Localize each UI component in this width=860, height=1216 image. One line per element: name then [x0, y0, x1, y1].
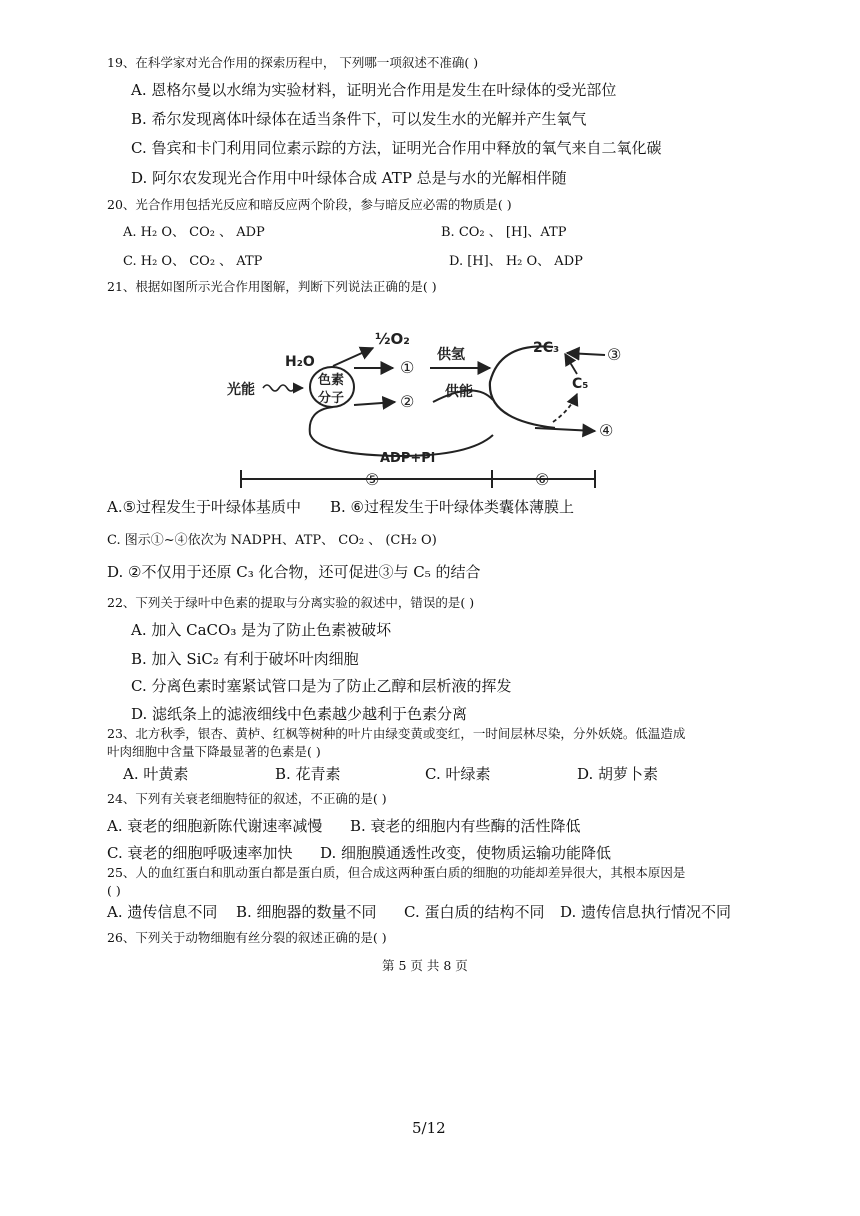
regeneration-dashed-arrow: [553, 394, 577, 422]
label-2: ②: [400, 392, 415, 411]
page-number: 5/12: [412, 1119, 446, 1137]
q23-stem-line2: 叶肉细胞中含量下降最显著的色素是( ): [107, 744, 321, 759]
light-energy-label: 光能: [227, 382, 255, 398]
q25-option-c: C. 蛋白质的结构不同: [404, 903, 545, 921]
label-1: ①: [400, 358, 415, 377]
q21-stem: 21、根据如图所示光合作用图解，判断下列说法正确的是( ): [107, 279, 437, 294]
photosynthesis-diagram: [215, 310, 635, 495]
q21-option-d: D. ②不仅用于还原 C₃ 化合物，还可促进③与 C₅ 的结合: [107, 563, 481, 581]
q21-option-a: A.⑤过程发生于叶绿体基质中: [107, 498, 302, 516]
pigment-label-line2: 分子: [318, 391, 345, 406]
adp-pi-label: ADP+Pi: [380, 451, 436, 466]
arrow-from-3: [567, 353, 605, 355]
label-6: ⑥: [535, 470, 550, 489]
q20-stem: 20、光合作用包括光反应和暗反应两个阶段，参与暗反应必需的物质是( ): [107, 197, 512, 212]
q24-option-b: B. 衰老的细胞内有些酶的活性降低: [350, 817, 581, 835]
q25-option-a: A. 遗传信息不同: [107, 903, 218, 921]
q20-option-a: A. H₂ O、 CO₂ 、 ADP: [123, 225, 265, 240]
q20-option-b: B. CO₂ 、 [H]、ATP: [441, 225, 567, 240]
q21-option-b: B. ⑥过程发生于叶绿体类囊体薄膜上: [330, 498, 575, 516]
q20-option-c: C. H₂ O、 CO₂ 、 ATP: [123, 254, 263, 269]
q21-option-c: C. 图示①~④依次为 NADPH、ATP、 CO₂ 、 (CH₂ O): [107, 533, 437, 548]
q19-stem: 19、在科学家对光合作用的探索历程中， 下列哪一项叙述不准确( ): [107, 55, 479, 70]
q22-option-c: C. 分离色素时塞紧试管口是为了防止乙醇和层析液的挥发: [131, 677, 512, 695]
q23-option-c: C. 叶绿素: [425, 765, 491, 783]
h2o-label: H₂O: [285, 354, 315, 370]
q25-option-d: D. 遗传信息执行情况不同: [560, 903, 732, 921]
arrow-to-2: [354, 402, 395, 405]
q23-option-a: A. 叶黄素: [123, 765, 189, 783]
q26-stem: 26、下列关于动物细胞有丝分裂的叙述正确的是( ): [107, 930, 387, 945]
q25-option-b: B. 细胞器的数量不同: [236, 903, 377, 921]
q22-option-a: A. 加入 CaCO₃ 是为了防止色素被破坏: [131, 621, 392, 639]
calvin-cycle-arc: [490, 346, 555, 428]
o2-release-arrow: [333, 348, 373, 366]
half-o2-label: ½O₂: [375, 330, 410, 348]
c5-label: C₅: [572, 376, 589, 392]
adp-loop: [310, 407, 493, 456]
q24-option-c: C. 衰老的细胞呼吸速率加快: [107, 844, 293, 862]
q22-option-b: B. 加入 SiC₂ 有利于破坏叶肉细胞: [131, 650, 359, 668]
q22-option-d: D. 滤纸条上的滤液细线中色素越少越利于色素分离: [131, 705, 468, 723]
q23-stem-line1: 23、北方秋季，银杏、黄栌、红枫等树种的叶片由绿变黄或变红，一时间层林尽染，分外妖娆。低温造成: [107, 726, 686, 741]
q23-option-b: B. 花青素: [275, 765, 341, 783]
q24-option-d: D. 细胞膜通透性改变，使物质运输功能降低: [320, 844, 612, 862]
q19-option-a: A. 恩格尔曼以水绵为实验材料，证明光合作用是发生在叶绿体的受光部位: [131, 81, 617, 99]
q22-stem: 22、下列关于绿叶中色素的提取与分离实验的叙述中，错误的是( ): [107, 595, 475, 610]
label-4: ④: [599, 421, 614, 440]
light-wave: [263, 385, 303, 391]
label-3: ③: [607, 345, 622, 364]
q25-stem-line1: 25、人的血红蛋白和肌动蛋白都是蛋白质，但合成这两种蛋白质的细胞的功能却差异很大，其根本原因是: [107, 865, 686, 880]
q20-option-d: D. [H]、 H₂ O、 ADP: [449, 254, 583, 269]
q19-option-d: D. 阿尔农发现光合作用中叶绿体合成 ATP 总是与水的光解相伴随: [131, 169, 567, 187]
page-footer-info: 第 5 页 共 8 页: [382, 958, 468, 973]
arrow-to-4: [535, 428, 595, 431]
hydrogen-supply-label: 供氢: [437, 347, 465, 363]
q23-option-d: D. 胡萝卜素: [577, 765, 659, 783]
label-5: ⑤: [365, 470, 380, 489]
q24-stem: 24、下列有关衰老细胞特征的叙述，不正确的是( ): [107, 791, 387, 806]
q24-option-a: A. 衰老的细胞新陈代谢速率减慢: [107, 817, 323, 835]
q19-option-b: B. 希尔发现离体叶绿体在适当条件下，可以发生水的光解并产生氧气: [131, 110, 587, 128]
c5-to-c3-arrow: [565, 354, 577, 374]
energy-supply-label: 供能: [445, 384, 473, 400]
pigment-label-line1: 色素: [318, 373, 345, 388]
c3-label: 2C₃: [533, 340, 560, 356]
q19-option-c: C. 鲁宾和卡门利用同位素示踪的方法，证明光合作用中释放的氧气来自二氧化碳: [131, 139, 662, 157]
q25-stem-line2: ( ): [107, 883, 121, 898]
